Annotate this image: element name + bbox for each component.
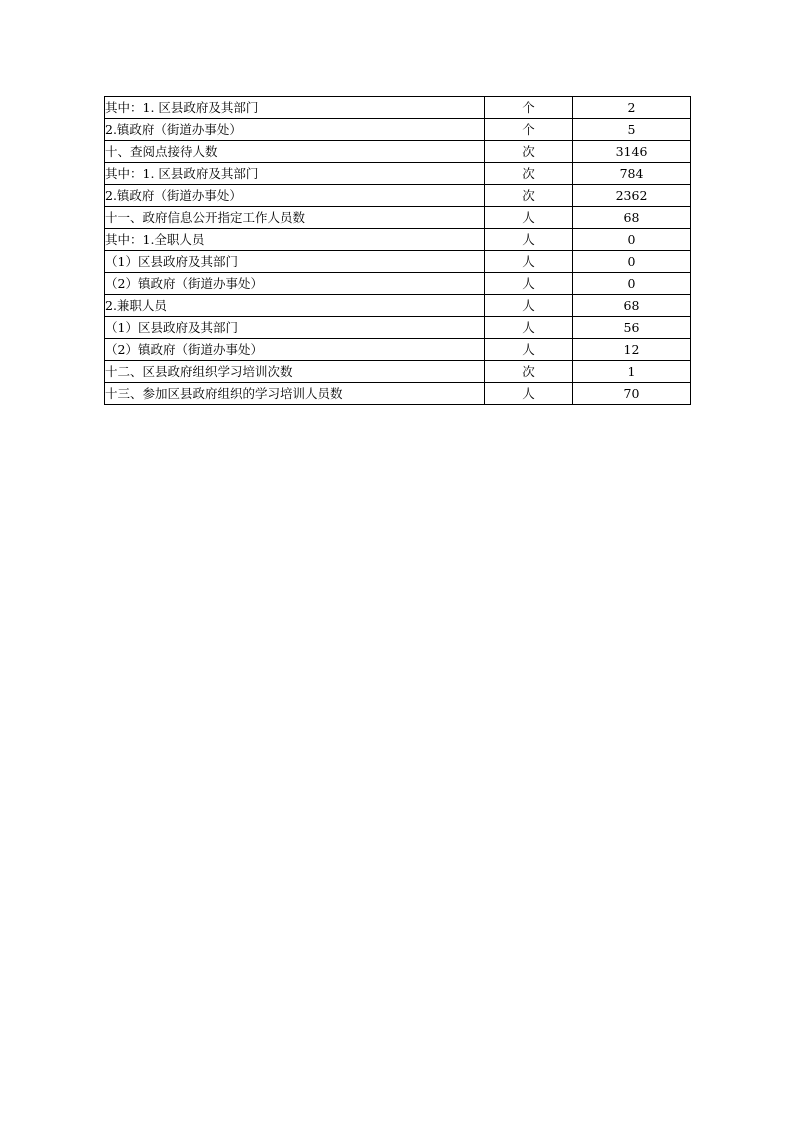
table-row <box>105 361 691 383</box>
item-cell <box>105 383 485 405</box>
table-row <box>105 339 691 361</box>
value-cell: 2 <box>573 97 691 119</box>
unit-cell: 人 <box>485 295 573 317</box>
table-row <box>105 317 691 339</box>
unit-cell: 个 <box>485 97 573 119</box>
unit-cell: 人 <box>485 383 573 405</box>
table-row <box>105 163 691 185</box>
item-label: 十一、政府信息公开指定工作人员数 <box>105 209 306 225</box>
item-cell <box>105 295 485 317</box>
unit-cell: 次 <box>485 185 573 207</box>
value-cell: 12 <box>573 339 691 361</box>
table-row <box>105 251 691 273</box>
value-cell: 1 <box>573 361 691 383</box>
item-label: 2.镇政府（街道办事处） <box>105 121 242 137</box>
unit-cell: 人 <box>485 317 573 339</box>
item-cell <box>105 119 485 141</box>
value-cell: 2362 <box>573 185 691 207</box>
item-label: 十三、参加区县政府组织的学习培训人员数 <box>105 385 343 401</box>
item-cell <box>105 251 485 273</box>
table-row <box>105 229 691 251</box>
item-label: 十、查阅点接待人数 <box>105 143 218 159</box>
value-cell: 70 <box>573 383 691 405</box>
unit-cell: 次 <box>485 141 573 163</box>
item-label: 2.兼职人员 <box>105 297 167 313</box>
value-cell: 5 <box>573 119 691 141</box>
value-cell: 56 <box>573 317 691 339</box>
table-row <box>105 185 691 207</box>
unit-cell: 人 <box>485 229 573 251</box>
item-label: （1）区县政府及其部门 <box>105 253 238 269</box>
item-cell <box>105 229 485 251</box>
statistics-table-body <box>105 97 691 405</box>
table-row <box>105 119 691 141</box>
item-cell <box>105 361 485 383</box>
item-label: 其中：1.全职人员 <box>105 231 205 247</box>
item-cell <box>105 185 485 207</box>
table-row <box>105 383 691 405</box>
table-row <box>105 295 691 317</box>
item-cell <box>105 141 485 163</box>
value-cell: 0 <box>573 251 691 273</box>
unit-cell: 个 <box>485 119 573 141</box>
table-row <box>105 273 691 295</box>
unit-cell: 次 <box>485 361 573 383</box>
unit-cell: 人 <box>485 273 573 295</box>
item-label: 其中：1. 区县政府及其部门 <box>105 99 259 115</box>
item-cell <box>105 163 485 185</box>
item-label: （2）镇政府（街道办事处） <box>105 341 263 357</box>
table-row <box>105 207 691 229</box>
item-label: （2）镇政府（街道办事处） <box>105 275 263 291</box>
item-label: 其中：1. 区县政府及其部门 <box>105 165 259 181</box>
item-cell <box>105 97 485 119</box>
value-cell: 68 <box>573 295 691 317</box>
table-row <box>105 97 691 119</box>
value-cell: 0 <box>573 229 691 251</box>
item-label: （1）区县政府及其部门 <box>105 319 238 335</box>
value-cell: 3146 <box>573 141 691 163</box>
item-cell <box>105 207 485 229</box>
item-cell <box>105 317 485 339</box>
item-label: 十二、区县政府组织学习培训次数 <box>105 363 293 379</box>
item-cell <box>105 273 485 295</box>
statistics-table <box>104 96 691 405</box>
table-row <box>105 141 691 163</box>
unit-cell: 人 <box>485 251 573 273</box>
value-cell: 784 <box>573 163 691 185</box>
unit-cell: 人 <box>485 339 573 361</box>
value-cell: 68 <box>573 207 691 229</box>
item-label: 2.镇政府（街道办事处） <box>105 187 242 203</box>
item-cell <box>105 339 485 361</box>
value-cell: 0 <box>573 273 691 295</box>
unit-cell: 人 <box>485 207 573 229</box>
unit-cell: 次 <box>485 163 573 185</box>
